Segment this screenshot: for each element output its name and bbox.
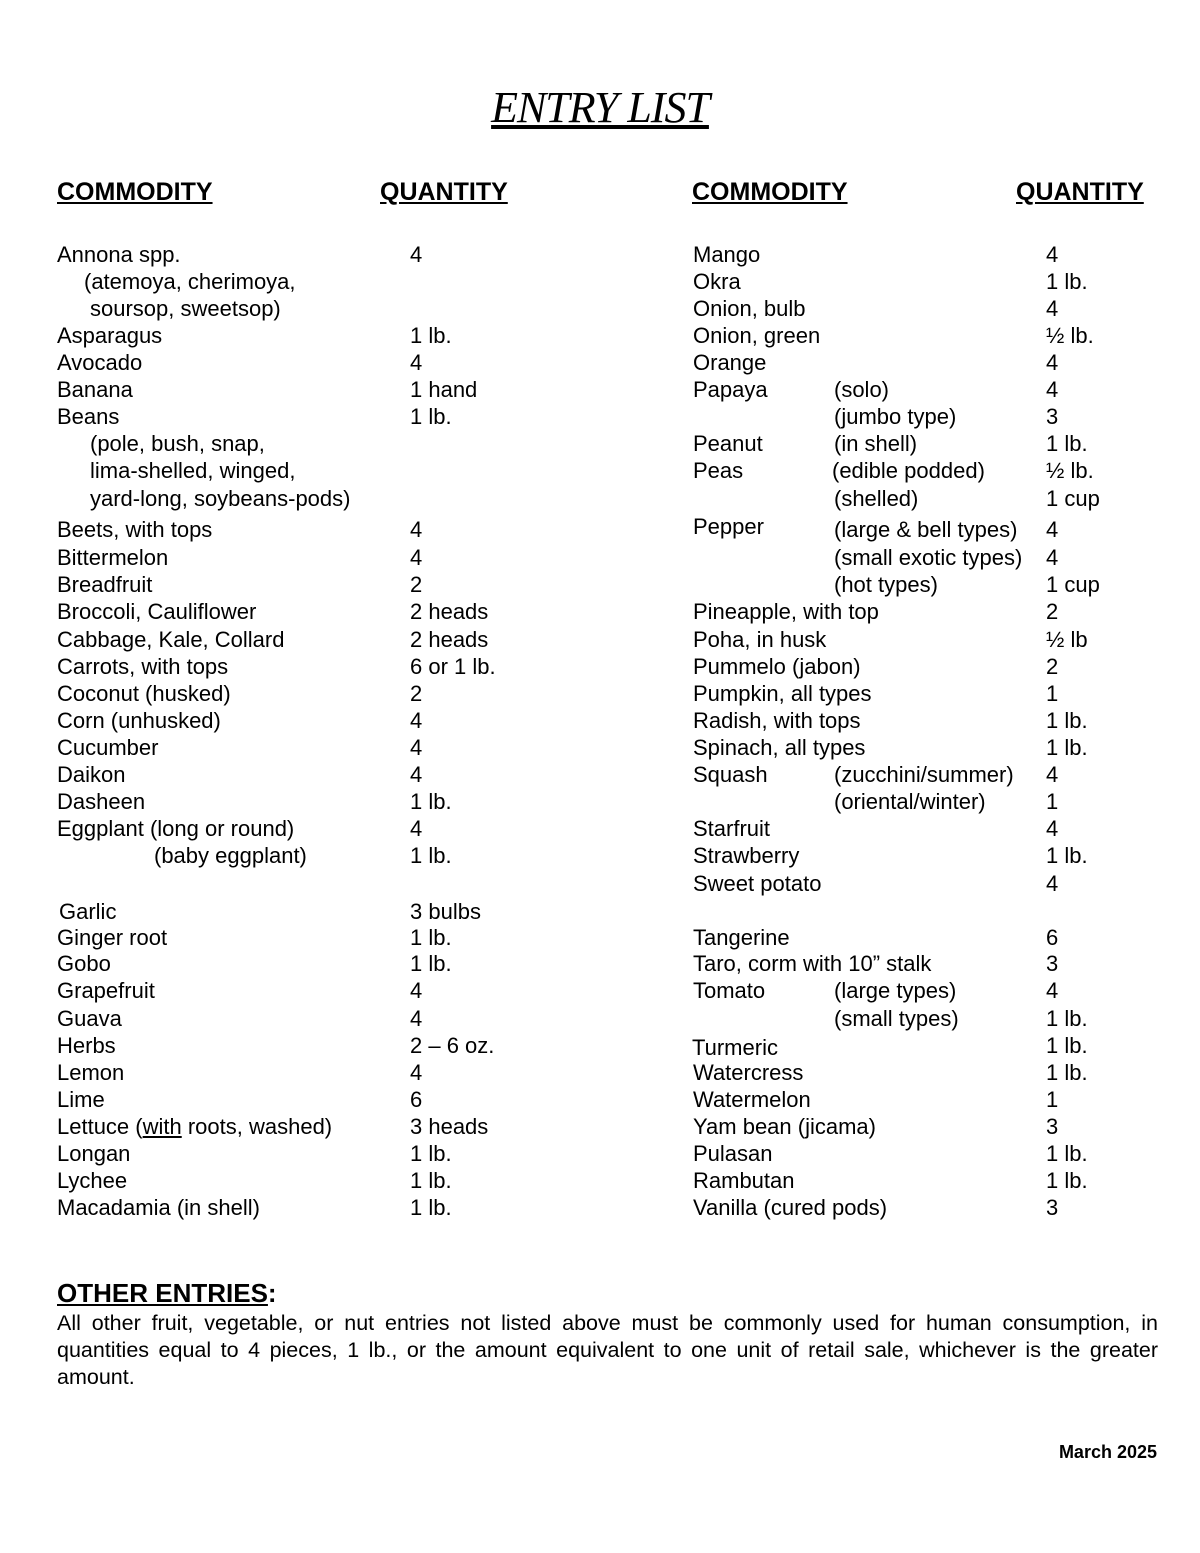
item-note: (zucchini/summer) (834, 762, 1014, 787)
item-name: Carrots, with tops (57, 654, 229, 679)
item-name: Watermelon (693, 1087, 811, 1112)
item-quantity: 2 heads (410, 599, 489, 624)
right-commodity-header: COMMODITY (692, 178, 848, 206)
item-quantity: 1 (1046, 681, 1059, 706)
item-quantity: 2 (1046, 654, 1059, 679)
item-quantity: 1 lb. (1046, 735, 1088, 760)
item-quantity: 1 lb. (1046, 1168, 1088, 1193)
item-quantity: ½ lb (1046, 627, 1088, 652)
item-note: (pole, bush, snap, (90, 431, 265, 456)
item-note: (edible podded) (832, 458, 985, 483)
item-name: Starfruit (693, 816, 771, 841)
item-quantity: 3 bulbs (410, 899, 481, 924)
item-quantity: 2 (410, 681, 423, 706)
item-name: Asparagus (57, 323, 163, 348)
item-name: Lychee (57, 1168, 128, 1193)
item-quantity: 1 lb. (1046, 431, 1088, 456)
item-name: Gobo (57, 951, 111, 976)
item-quantity: 3 (1046, 1114, 1059, 1139)
item-note: (hot types) (834, 572, 938, 597)
item-quantity: 1 lb. (1046, 1060, 1088, 1085)
item-name: Corn (unhusked) (57, 708, 221, 733)
item-name: Sweet potato (693, 871, 822, 896)
item-name: Macadamia (in shell) (57, 1195, 260, 1220)
item-quantity: 1 lb. (1046, 708, 1088, 733)
item-quantity: 1 lb. (410, 404, 452, 429)
item-name: Grapefruit (57, 978, 155, 1003)
item-name: Dasheen (57, 789, 146, 814)
item-name: Breadfruit (57, 572, 153, 597)
item-name: Pulasan (693, 1141, 773, 1166)
item-quantity: 1 lb. (410, 925, 452, 950)
item-name: Bittermelon (57, 545, 169, 570)
item-name: Orange (693, 350, 767, 375)
item-name: Poha, in husk (693, 627, 827, 652)
item-name: Squash (693, 762, 768, 787)
item-quantity: 4 (410, 1006, 423, 1031)
item-name: Eggplant (long or round) (57, 816, 295, 841)
item-quantity: 2 – 6 oz. (410, 1033, 495, 1058)
item-quantity: 4 (410, 735, 423, 760)
left-commodity-header: COMMODITY (57, 178, 213, 206)
underlined-word: with (142, 1114, 182, 1139)
other-entries-text: All other fruit, vegetable, or nut entries not listed above must be commonly used for human consumption, in quantities equal to 4 pieces, 1 lb., or the amount equivalent to one unit of retail sale, whichever is the greater amount. (57, 1311, 1158, 1389)
item-text: Lettuce ( (57, 1114, 143, 1139)
other-entries-title: OTHER ENTRIES (57, 1278, 268, 1308)
item-name: Okra (693, 269, 741, 294)
item-quantity: 4 (1046, 377, 1059, 402)
item-quantity: 1 lb. (1046, 269, 1088, 294)
item-note: (large types) (834, 978, 957, 1003)
item-name: Pepper (693, 514, 764, 539)
item-name: Cucumber (57, 735, 159, 760)
item-quantity: 4 (1046, 517, 1059, 542)
item-name: Guava (57, 1006, 122, 1031)
item-name: Avocado (57, 350, 143, 375)
item-quantity: 1 lb. (410, 1168, 452, 1193)
item-quantity: 4 (1046, 871, 1059, 896)
item-name: Watercress (693, 1060, 804, 1085)
item-name: Strawberry (693, 843, 800, 868)
item-quantity: 4 (1046, 545, 1059, 570)
item-note: lima-shelled, winged, (90, 458, 296, 483)
item-name: Pummelo (jabon) (693, 654, 861, 679)
item-quantity: 4 (410, 545, 423, 570)
item-name: Cabbage, Kale, Collard (57, 627, 285, 652)
item-note: (jumbo type) (834, 404, 957, 429)
item-quantity: 3 (1046, 404, 1059, 429)
item-name: Rambutan (693, 1168, 795, 1193)
item-quantity: 2 (1046, 599, 1059, 624)
item-quantity: 4 (410, 762, 423, 787)
item-quantity: 1 lb. (410, 951, 452, 976)
item-quantity: 6 or 1 lb. (410, 654, 496, 679)
item-quantity: 1 (1046, 1087, 1059, 1112)
item-name: Herbs (57, 1033, 116, 1058)
other-entries-colon: : (267, 1278, 277, 1308)
item-name: Radish, with tops (693, 708, 861, 733)
item-quantity: 1 lb. (1046, 1033, 1088, 1058)
item-quantity: 1 lb. (410, 789, 452, 814)
item-note: (large & bell types) (834, 517, 1018, 542)
right-quantity-header: QUANTITY (1016, 178, 1144, 206)
item-quantity: 1 hand (410, 377, 478, 402)
item-name: Lime (57, 1087, 105, 1112)
item-quantity: 4 (1046, 816, 1059, 841)
item-quantity: 1 lb. (410, 843, 452, 868)
item-name: Beans (57, 404, 120, 429)
item-quantity: 4 (1046, 242, 1059, 267)
item-note: (small types) (834, 1006, 959, 1031)
item-name: Longan (57, 1141, 131, 1166)
item-note: (atemoya, cherimoya, (84, 269, 296, 294)
item-quantity: 4 (410, 816, 423, 841)
other-entries-heading (57, 1278, 277, 1309)
item-name: Taro, corm with 10” stalk (693, 951, 932, 976)
page-title: ENTRY LIST (491, 83, 709, 132)
item-note: (oriental/winter) (834, 789, 986, 814)
item-name: Lemon (57, 1060, 125, 1085)
item-name: Beets, with tops (57, 517, 213, 542)
item-quantity: 4 (1046, 978, 1059, 1003)
item-name: Onion, green (693, 323, 821, 348)
item-note: (in shell) (834, 431, 918, 456)
item-quantity: 4 (1046, 350, 1059, 375)
item-name (57, 1116, 332, 1138)
item-quantity: 1 lb. (1046, 843, 1088, 868)
item-quantity: 3 heads (410, 1114, 489, 1139)
item-quantity: 6 (410, 1087, 423, 1112)
item-name: Tomato (693, 978, 766, 1003)
item-quantity: 1 lb. (410, 1195, 452, 1220)
item-quantity: 1 cup (1046, 486, 1100, 511)
item-quantity: 1 lb. (410, 323, 452, 348)
item-quantity: 4 (1046, 762, 1059, 787)
item-note: (shelled) (834, 486, 919, 511)
item-name: Yam bean (jicama) (693, 1114, 876, 1139)
item-name: Onion, bulb (693, 296, 806, 321)
item-quantity: 3 (1046, 1195, 1059, 1220)
item-name: Pumpkin, all types (693, 681, 872, 706)
item-name: Daikon (57, 762, 126, 787)
left-quantity-header: QUANTITY (380, 178, 508, 206)
item-quantity: ½ lb. (1046, 458, 1094, 483)
item-quantity: 6 (1046, 925, 1059, 950)
item-name: Annona spp. (57, 242, 181, 267)
item-name: Vanilla (cured pods) (693, 1195, 888, 1220)
item-name: Papaya (693, 377, 768, 402)
item-name: Broccoli, Cauliflower (57, 599, 257, 624)
item-quantity: 2 heads (410, 627, 489, 652)
item-name: Peas (693, 458, 744, 483)
item-name: Spinach, all types (693, 735, 866, 760)
item-quantity: 4 (410, 708, 423, 733)
item-name: Mango (693, 242, 761, 267)
item-quantity: 1 (1046, 789, 1059, 814)
item-quantity: 4 (410, 350, 423, 375)
item-quantity: 2 (410, 572, 423, 597)
item-name: Turmeric (692, 1035, 778, 1060)
item-quantity: 1 lb. (1046, 1141, 1088, 1166)
item-quantity: 4 (410, 517, 423, 542)
item-name: Coconut (husked) (57, 681, 231, 706)
item-note: (small exotic types) (834, 545, 1023, 570)
item-quantity: 1 cup (1046, 572, 1100, 597)
item-name: Ginger root (57, 925, 168, 950)
item-text: roots, washed) (181, 1114, 333, 1139)
item-quantity: 4 (410, 1060, 423, 1085)
item-note: (baby eggplant) (154, 843, 307, 868)
item-quantity: 4 (410, 978, 423, 1003)
item-note: (solo) (834, 377, 890, 402)
item-quantity: 1 lb. (1046, 1006, 1088, 1031)
item-quantity: ½ lb. (1046, 323, 1094, 348)
item-name: Banana (57, 377, 133, 402)
item-note: soursop, sweetsop) (90, 296, 281, 321)
item-name: Garlic (59, 899, 117, 924)
item-name: Pineapple, with top (693, 599, 879, 624)
item-name: Peanut (693, 431, 763, 456)
item-quantity: 4 (410, 242, 423, 267)
item-note: yard-long, soybeans-pods) (90, 486, 351, 511)
item-quantity: 1 lb. (410, 1141, 452, 1166)
item-name: Tangerine (693, 925, 790, 950)
footer-date: March 2025 (1058, 1442, 1157, 1462)
item-quantity: 4 (1046, 296, 1059, 321)
item-quantity: 3 (1046, 951, 1059, 976)
